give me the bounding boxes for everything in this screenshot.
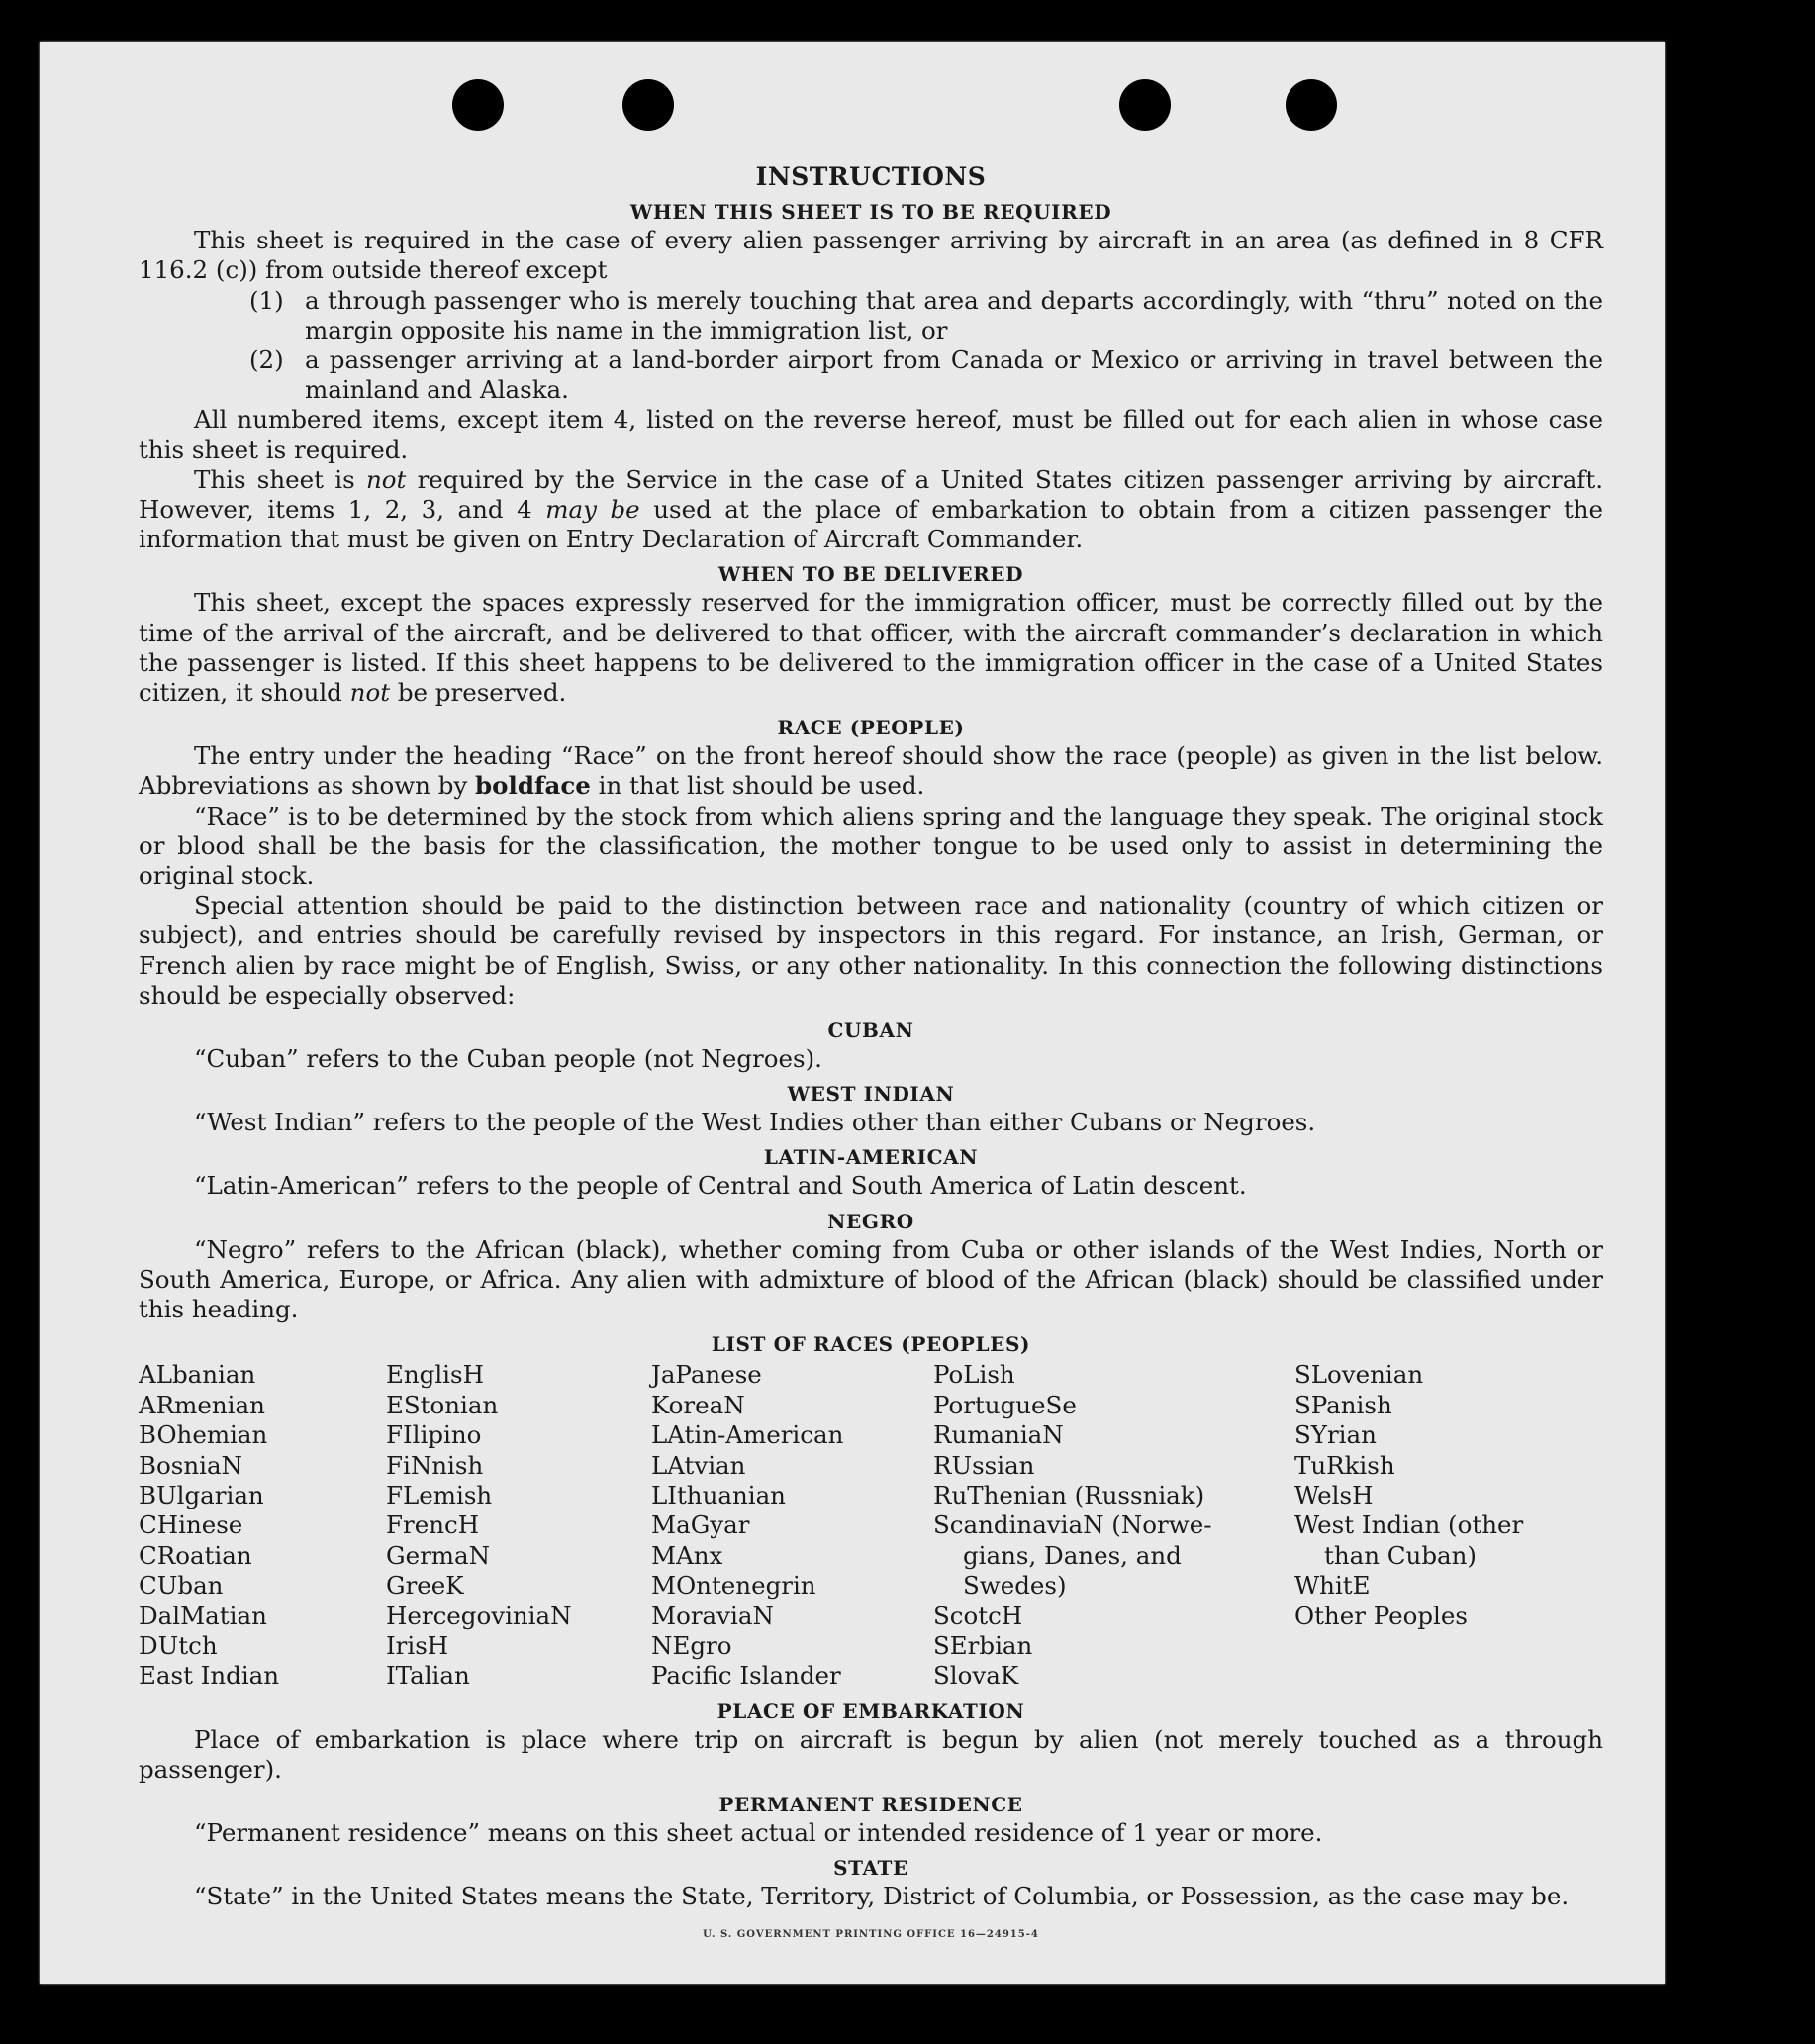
race-entry: RumaniaN <box>933 1420 1064 1450</box>
paragraph: “State” in the United States means the State, Territory, District of Columbia, or Possession, as the case may be. <box>194 1882 1570 1911</box>
paragraph: Special attention should be paid to the distinction between race and nationality (country of which citizen or subject), and entries should be carefully revised by inspectors in this regard. For instance, an Irish, German, or French alien by race might be of English, Swiss, or any other nationality. In this connection the following distinctions should be especially observed: <box>139 891 1603 1010</box>
race-entry: EnglisH <box>386 1360 484 1390</box>
race-entry: GreeK <box>386 1571 464 1601</box>
race-entry: HercegoviniaN <box>386 1601 572 1630</box>
race-entry: SPanish <box>1294 1390 1392 1419</box>
race-entry: WhitE <box>1294 1571 1371 1601</box>
race-entry: CRoatian <box>139 1540 252 1570</box>
text-run: be preserved. <box>390 678 567 708</box>
race-entry: LAtin-American <box>651 1420 844 1450</box>
item-number: (1) <box>249 285 284 315</box>
heading-when-required: WHEN THIS SHEET IS TO BE REQUIRED <box>629 200 1112 225</box>
race-entry: IrisH <box>386 1630 449 1660</box>
heading-state: STATE <box>833 1856 908 1881</box>
race-entry: than Cuban) <box>1324 1540 1477 1570</box>
race-entry: PoLish <box>933 1360 1015 1390</box>
races-list <box>139 1360 1603 1691</box>
paragraph: “Race” is to be determined by the stock from which aliens spring and the language they speak. The original stock or blood shall be the basis for the classification, the mother tongue to be used only to assist in determining the original stock. <box>139 801 1603 891</box>
races-column <box>1294 1360 1552 1691</box>
text-run: in that list should be used. <box>590 771 925 801</box>
race-entry: ScotcH <box>933 1601 1023 1630</box>
printing-office-imprint: U. S. GOVERNMENT PRINTING OFFICE 16—24915-4 <box>703 1928 1039 1940</box>
heading-race: RACE (PEOPLE) <box>777 716 965 740</box>
item-text: a through passenger who is merely touching that area and departs accordingly, with “thru” noted on the margin opposite his name in the immigration list, or <box>305 285 1603 344</box>
race-entry: JaPanese <box>651 1360 762 1390</box>
races-column <box>651 1360 933 1691</box>
text-bold: boldface <box>475 771 591 801</box>
race-entry: MoraviaN <box>651 1601 774 1630</box>
race-entry: FrencH <box>386 1510 480 1540</box>
paragraph: All numbered items, except item 4, listed on the reverse hereof, must be filled out for each alien in whose case this sheet is required. <box>139 405 1603 464</box>
race-entry: MAnx <box>651 1540 723 1570</box>
item-text: a passenger arriving at a land-border airport from Canada or Mexico or arriving in travel between the mainland and Alaska. <box>305 345 1603 405</box>
paragraph: “West Indian” refers to the people of the West Indies other than either Cubans or Negroes. <box>194 1108 1316 1137</box>
heading-latin-american: LATIN-AMERICAN <box>763 1145 979 1170</box>
paragraph: “Negro” refers to the African (black), whether coming from Cuba or other islands of the West Indies, North or South America, Europe, or Africa. Any alien with admixture of blood of the African (black) should be classified under this heading. <box>139 1234 1603 1324</box>
paragraph: “Cuban” refers to the Cuban people (not Negroes). <box>194 1044 822 1074</box>
race-entry: SErbian <box>933 1630 1033 1660</box>
race-entry: BOhemian <box>139 1420 268 1450</box>
race-entry: RuThenian (Russniak) <box>933 1480 1205 1509</box>
race-entry: gians, Danes, and <box>963 1540 1182 1570</box>
race-entry: RUssian <box>933 1450 1035 1480</box>
text-italic: not <box>365 464 407 494</box>
race-entry: ARmenian <box>139 1390 265 1419</box>
race-entry: Swedes) <box>963 1571 1067 1601</box>
race-entry: FLemish <box>386 1480 493 1509</box>
race-entry: Other Peoples <box>1294 1601 1468 1630</box>
paragraph: This sheet is required in the case of every alien passenger arriving by aircraft in an area (as defined in 8 CFR 116.2 (c)) from outside thereof except <box>139 226 1603 285</box>
race-entry: TuRkish <box>1294 1450 1395 1480</box>
race-entry: East Indian <box>139 1661 280 1691</box>
paragraph <box>139 588 1603 708</box>
race-entry: FIlipino <box>386 1420 482 1450</box>
paragraph: Place of embarkation is place where trip on aircraft is begun by alien (not merely touched as a through passenger). <box>139 1724 1603 1784</box>
paragraph: “Permanent residence” means on this sheet actual or intended residence of 1 year or more. <box>194 1818 1323 1848</box>
page-title: INSTRUCTIONS <box>755 162 987 191</box>
text-italic: not <box>349 678 391 708</box>
race-entry: DUtch <box>139 1630 218 1660</box>
paragraph <box>139 465 1603 555</box>
heading-cuban: CUBAN <box>827 1019 914 1043</box>
races-column <box>386 1360 651 1691</box>
list-item <box>249 345 1603 405</box>
race-entry: MOntenegrin <box>651 1571 816 1601</box>
races-column <box>933 1360 1294 1691</box>
race-entry: CHinese <box>139 1510 243 1540</box>
race-entry: DalMatian <box>139 1601 267 1630</box>
race-entry: GermaN <box>386 1540 491 1570</box>
race-entry: MaGyar <box>651 1510 750 1540</box>
list-item <box>249 286 1603 345</box>
text-run: This sheet, except the spaces expressly reserved for the immigration officer, must be correctly filled out by the time of the arrival of the aircraft, and be delivered to that officer, with the aircraft commander’s declaration in which the passenger is listed. If this sheet happens to be delivered to the immigration officer in the case of a United States citizen, it should <box>139 588 1603 708</box>
race-entry: KoreaN <box>651 1390 745 1419</box>
race-entry: Pacific Islander <box>651 1661 841 1691</box>
heading-when-delivered: WHEN TO BE DELIVERED <box>717 562 1024 587</box>
race-entry: ITalian <box>386 1661 470 1691</box>
race-entry: ScandinaviaN (Norwe- <box>933 1510 1212 1540</box>
paragraph <box>139 741 1603 801</box>
text-run: used at the place of embarkation to obtain from a citizen passenger the information that must be given on Entry Declaration of Aircraft Commander. <box>139 495 1603 554</box>
document-content <box>139 121 1603 1950</box>
text-run: required by the Service in the case of a United States citizen passenger arriving by aircraft. However, items 1, 2, 3, and 4 <box>139 464 1603 525</box>
race-entry: CUban <box>139 1571 224 1601</box>
race-entry: ALbanian <box>139 1360 256 1390</box>
document-sheet <box>40 42 1665 1984</box>
paragraph: “Latin-American” refers to the people of Central and South America of Latin descent. <box>194 1171 1247 1201</box>
race-entry: FiNnish <box>386 1450 484 1480</box>
heading-permanent-residence: PERMANENT RESIDENCE <box>718 1793 1023 1817</box>
race-entry: SlovaK <box>933 1661 1019 1691</box>
text-run: This sheet is <box>194 464 366 494</box>
race-entry: NEgro <box>651 1630 732 1660</box>
races-column <box>139 1360 386 1691</box>
text-italic: may be <box>545 495 640 525</box>
race-entry: SLovenian <box>1294 1360 1424 1390</box>
race-entry: PortugueSe <box>933 1390 1077 1419</box>
race-entry: SYrian <box>1294 1420 1377 1450</box>
race-entry: LIthuanian <box>651 1480 786 1509</box>
heading-west-indian: WEST INDIAN <box>787 1082 955 1107</box>
heading-embarkation: PLACE OF EMBARKATION <box>716 1699 1025 1723</box>
race-entry: BUlgarian <box>139 1480 264 1509</box>
heading-list-of-races: LIST OF RACES (PEOPLES) <box>711 1332 1031 1357</box>
heading-negro: NEGRO <box>827 1209 914 1233</box>
race-entry: BosniaN <box>139 1450 242 1480</box>
race-entry: West Indian (other <box>1294 1510 1524 1540</box>
race-entry: LAtvian <box>651 1450 746 1480</box>
race-entry: WelsH <box>1294 1480 1374 1509</box>
race-entry: EStonian <box>386 1390 499 1419</box>
text-run: The entry under the heading “Race” on the front hereof should show the race (people) as given in the list below. Abbreviations as shown by <box>139 741 1603 801</box>
item-number: (2) <box>249 345 284 375</box>
